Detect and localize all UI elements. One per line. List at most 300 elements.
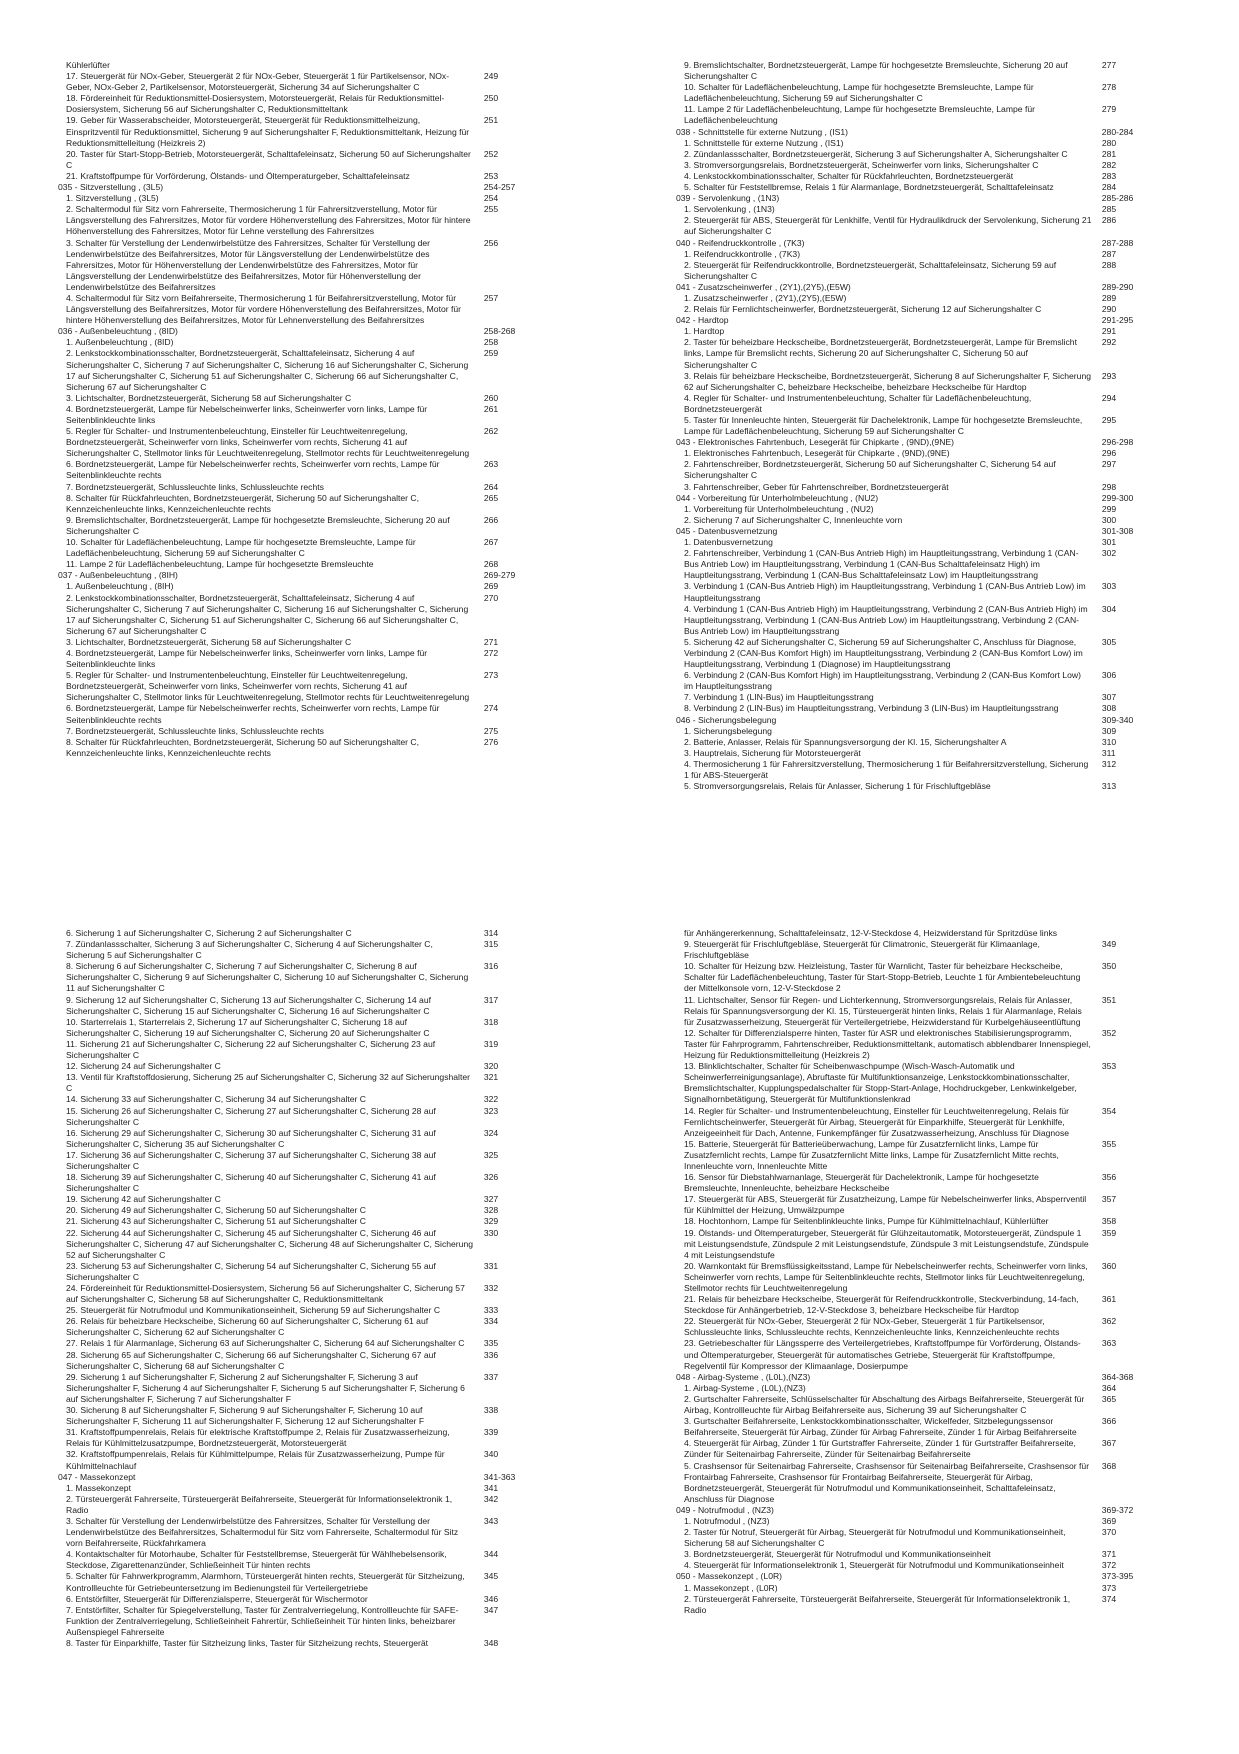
toc-entry [58,995,538,1017]
toc-entry-title: 4. Bordnetzsteuergerät, Lampe für Nebelscheinwerfer links, Scheinwerfer vorn links, Lampe für Seitenblinkleuchte links [66,403,428,425]
toc-entry [58,204,538,237]
toc-entry-title: 5. Sicherung 42 auf Sicherungshalter C, Sicherung 59 auf Sicherungshalter C, Anschluss für Diagnose, Verbindung 2 (CAN-Bus Komfort High) im Hauptleitungsstrang, Verbindung 2 (CAN-Bus Komfort Low) im Hauptleitungsstrang, Verbindung 1 (Diagnose) im Hauptleitungsstrang [684,636,1083,670]
toc-page-number: 317 [483,994,499,1005]
toc-entry [676,515,1156,526]
toc-column-bottom-right [676,928,1156,1686]
toc-entry [676,459,1156,481]
toc-section-heading [676,1571,1156,1582]
toc-entry [676,1316,1156,1338]
toc-page-number: 294 [1101,392,1117,403]
toc-page-number: 335 [483,1338,499,1349]
toc-section-heading [676,1372,1156,1383]
toc-entry [58,482,538,493]
toc-section-heading [676,127,1156,138]
toc-entry [58,404,538,426]
toc-entry-title: 15. Batterie, Steuergerät für Batterieüberwachung, Lampe für Zusatzfernlicht links, Lampe für Zusatzfernlicht rechts, Lampe für Zusatzfernlicht Mitte links, Lampe für Zusatzfernlicht Mitte rechts, Innenleuchte vorn, Innenleuchte Mitte [684,1138,1059,1171]
toc-page-number: 290 [1101,304,1117,315]
toc-entry-title: 3. Hauptrelais, Sicherung für Motorsteuergerät [684,747,861,758]
toc-entry [58,737,538,759]
toc-section-heading [676,282,1156,293]
toc-entry [676,1294,1156,1316]
toc-entry-title: 5. Schalter für Fahrwerkprogramm, Alarmhorn, Türsteuergerät hinten rechts, Steuergerät für Sitzheizung, Kontrollleuchte für Getriebeuntersetzung im Bedienungsteil für Verteilergetriebe [66,1571,465,1593]
toc-page-number: 266 [483,514,499,525]
toc-page-number: 299-300 [1101,492,1134,503]
toc-page-number: 276 [483,736,499,747]
toc-page-number: 314 [483,928,499,938]
toc-entry-title: 1. Schnittstelle für externe Nutzung , (IS1) [684,137,844,148]
toc-entry [58,1017,538,1039]
toc-page-number: 267 [483,537,499,548]
toc-entry-title: 14. Sicherung 33 auf Sicherungshalter C, Sicherung 34 auf Sicherungshalter C [66,1094,367,1105]
toc-entry-title: 047 - Massekonzept [58,1471,136,1482]
toc-entry [58,1594,538,1605]
toc-entry-title: 6. Entstörfilter, Steuergerät für Differenzialsperre, Steuergerät für Wischermotor [66,1593,368,1604]
toc-page-number: 316 [483,961,499,972]
toc-entry [58,559,538,570]
toc-entry [58,1549,538,1571]
toc-page-number: 347 [483,1604,499,1615]
toc-page-number: 366 [1101,1416,1117,1427]
toc-entry-title: 15. Sicherung 26 auf Sicherungshalter C, Sicherung 27 auf Sicherungshalter C, Sicherung 28 auf Sicherungshalter C [66,1105,436,1127]
toc-entry [676,1172,1156,1194]
toc-entry [58,1516,538,1549]
toc-entry-title: 1. Massekonzept , (L0R) [684,1582,778,1593]
toc-entry [58,493,538,515]
toc-page-number: 252 [483,148,499,159]
toc-entry [676,737,1156,748]
toc-entry-title: 048 - Airbag-Systeme , (L0L),(NZ3) [676,1371,811,1382]
toc-page-number: 320 [483,1061,499,1072]
toc-entry [676,1549,1156,1560]
toc-page-number: 344 [483,1549,499,1560]
toc-entry [676,604,1156,637]
toc-entry-title: 5. Taster für Innenleuchte hinten, Steuergerät für Dachelektronik, Lampe für hochgesetzte Bremsleuchte, Lampe für Ladeflächenbeleuchtung, Sicherung 59 auf Sicherungshalter C [684,415,1083,437]
toc-entry [676,1583,1156,1594]
toc-page-number: 260 [483,392,499,403]
toc-column-bottom-left [58,928,538,1686]
toc-page-number: 284 [1101,182,1117,193]
toc-entry-title: 2. Lenkstockkombinationsschalter, Bordnetzsteuergerät, Schalttafeleinsatz, Sicherung 4 auf Sicherungshalter C, Sicherung 7 auf Sicherungshalter C, Sicherung 16 auf Sicherungshalter C, Sicherung 17 auf Sicherungshalter C, Sicherung 51 auf Sicherungshalter C, Sicherung 66 auf Sicherungshalter C, Sicherung 67 auf Sicherungshalter C [66,592,469,636]
toc-entry [676,215,1156,237]
toc-page-number: 361 [1101,1294,1117,1305]
toc-page-number: 253 [483,170,499,181]
toc-entry-title: 20. Warnkontakt für Bremsflüssigkeitsstand, Lampe für Nebelscheinwerfer rechts, Scheinwerfer vorn links, Scheinwerfer vorn rechts, Lampe für Seitenblinkleuchte rechts, Stellmotor links für Leuchtweitenregelung, Stellmotor rechts für Leuchtweitenregelung [684,1260,1088,1293]
toc-section-heading [58,570,538,581]
toc-entry-title: 2. Sicherung 7 auf Sicherungshalter C, Innenleuchte vorn [684,514,903,525]
toc-entry-title: 045 - Datenbusvernetzung [676,525,778,536]
toc-entry-title: 2. Schaltermodul für Sitz vorn Fahrerseite, Thermosicherung 1 für Fahrersitzverstellung, Motor für Längsverstellung des Fahrersitzes, Motor für vordere Höhenverstellung des Fahrersitzes, Motor für hintere Höhenverstellung des Fahrersitzes, Motor für Lehne verstellung des Fahrersitzes [66,204,471,237]
toc-page-number: 275 [483,725,499,736]
toc-page-number: 327 [483,1194,499,1205]
toc-page-number: 304 [1101,603,1117,614]
toc-entry-title: 24. Fördereinheit für Reduktionsmittel-Dosiersystem, Sicherung 56 auf Sicherungshalter C, Sicherung 57 auf Sicherungshalter C, Sicherung 58 auf Sicherungshalter C, Reduktionsmitteltank [66,1283,465,1305]
toc-page-number: 338 [483,1405,499,1416]
toc-page-number: 281 [1101,148,1117,159]
toc-entry-title: 5. Regler für Schalter- und Instrumentenbeleuchtung, Einsteller für Leuchtweitenregelung, Bordnetzsteuergerät, Scheinwerfer vorn links, Scheinwerfer vorn rechts, Sicherung 41 auf Sicherungshalter C, Stellmotor links für Leuchtweitenregelung, Stellmotor rechts für Leuchtweitenregelung [66,426,470,459]
toc-entry [58,1106,538,1128]
toc-entry-title: 22. Steuergerät für NOx-Geber, Steuergerät 2 für NOx-Geber, Steuergerät 1 für Partikelsensor, Schlussleuchte links, Schlussleuchte rechts, Kennzeichenleuchte links, Kennzeichenleuchte rechts [684,1316,1060,1338]
toc-page-number: 277 [1101,60,1117,70]
toc-entry [676,1416,1156,1438]
toc-entry [58,648,538,670]
toc-entry [676,670,1156,692]
toc-section-heading [58,326,538,337]
toc-page-number: 353 [1101,1061,1117,1072]
toc-page-number: 272 [483,647,499,658]
toc-page-number: 263 [483,459,499,470]
toc-page-number: 255 [483,204,499,215]
toc-entry [58,515,538,537]
toc-entry [58,961,538,994]
toc-entry [676,1261,1156,1294]
toc-page-number: 364-368 [1101,1371,1134,1382]
toc-page-number: 359 [1101,1227,1117,1238]
toc-page-number: 259 [483,348,499,359]
toc-entry [676,1228,1156,1261]
toc-entry-title: 18. Fördereinheit für Reduktionsmittel-Dosiersystem, Motorsteuergerät, Relais für Reduktionsmittel-Dosiersystem, Sicherung 56 auf Sicherungshalter C, Reduktionsmitteltank [66,93,445,115]
toc-entry-title: 038 - Schnittstelle für externe Nutzung , (IS1) [676,126,848,137]
toc-entry [58,1427,538,1449]
toc-entry [58,1194,538,1205]
toc-page-number: 364 [1101,1382,1117,1393]
toc-entry-title: 2. Taster für Notruf, Steuergerät für Airbag, Steuergerät für Notrufmodul und Kommunikationseinheit, Sicherung 58 auf Sicherungshalter C [684,1527,1066,1549]
toc-page-number: 287 [1101,248,1117,259]
toc-entry [676,160,1156,171]
toc-entry [58,1283,538,1305]
toc-entry-title: 3. Fahrtenschreiber, Geber für Fahrtenschreiber, Bordnetzsteuergerät [684,481,949,492]
toc-entry [58,1638,538,1649]
toc-entry-title: 21. Relais für beheizbare Heckscheibe, Steuergerät für Reifendruckkontrolle, Steckverbindung, 14-fach, Steckdose für Anhängerbetrieb, 12-V-Steckdose 3, beheizbare Heckscheibe für Hardtop [684,1294,1079,1316]
toc-entry [58,1072,538,1094]
toc-entry-title: 17. Sicherung 36 auf Sicherungshalter C, Sicherung 37 auf Sicherungshalter C, Sicherung 38 auf Sicherungshalter C [66,1149,436,1171]
toc-entry-title: 8. Schalter für Rückfahrleuchten, Bordnetzsteuergerät, Sicherung 50 auf Sicherungshalter C, Kennzeichenleuchte links, Kennzeichenleuchte rechts [66,492,420,514]
toc-entry-title: 049 - Notrufmodul , (NZ3) [676,1504,774,1515]
toc-entry-title: 1. Datenbusvernetzung [684,537,773,548]
toc-entry [58,670,538,703]
toc-entry [676,60,1156,82]
toc-page-number: 315 [483,939,499,950]
toc-page-number: 285 [1101,204,1117,215]
toc-page-number: 373-395 [1101,1571,1134,1582]
toc-page-number: 301 [1101,537,1117,548]
toc-entry-title: 1. Hardtop [684,326,725,337]
toc-entry-title: 6. Bordnetzsteuergerät, Lampe für Nebelscheinwerfer rechts, Scheinwerfer vorn rechts, Lampe für Seitenblinkleuchte rechts [66,459,440,481]
toc-entry-title: 2. Relais für Fernlichtscheinwerfer, Bordnetzsteuergerät, Sicherung 12 auf Sicherungshalter C [684,304,1042,315]
toc-page-number: 302 [1101,548,1117,559]
toc-entry-title: 6. Sicherung 1 auf Sicherungshalter C, Sicherung 2 auf Sicherungshalter C [66,928,352,938]
toc-page-number: 306 [1101,670,1117,681]
toc-page-number: 297 [1101,459,1117,470]
toc-page-number: 258-268 [483,326,516,337]
toc-entry-title: Kühlerlüfter [66,60,110,70]
toc-entry-title: 2. Fahrtenschreiber, Bordnetzsteuergerät, Sicherung 50 auf Sicherungshalter C, Sicherung 54 auf Sicherungshalter C [684,459,1056,481]
toc-entry-title: 31. Kraftstoffpumpenrelais, Relais für elektrische Kraftstoffpumpe 2, Relais für Zusatzwasserheizung, Relais für Kühlmittelzusatzpumpe, Bordnetzsteuergerät, Motorsteuergerät [66,1427,450,1449]
toc-entry-title: 20. Sicherung 49 auf Sicherungshalter C, Sicherung 50 auf Sicherungshalter C [66,1205,367,1216]
toc-page-number: 330 [483,1227,499,1238]
toc-entry [58,293,538,326]
toc-page-number: 369-372 [1101,1504,1134,1515]
toc-entry [676,448,1156,459]
toc-entry-title: 32. Kraftstoffpumpenrelais, Relais für Kühlmittelpumpe, Relais für Zusatzwasserheizung, Pumpe für Kühlmittelnachlauf [66,1449,445,1471]
toc-entry [58,60,538,71]
toc-entry [58,581,538,592]
toc-entry-title: 8. Verbindung 2 (LIN-Bus) im Hauptleitungsstrang, Verbindung 3 (LIN-Bus) im Hauptleitungsstrang [684,703,1059,714]
toc-entry-title: 039 - Servolenkung , (1N3) [676,193,780,204]
toc-entry-title: 4. Verbindung 1 (CAN-Bus Antrieb High) im Hauptleitungsstrang, Verbindung 2 (CAN-Bus Antrieb High) im Hauptleitungsstrang, Verbindung 1 (CAN-Bus Antrieb Low) im Hauptleitungsstrang, Verbindung 2 (CAN-Bus Antrieb Low) im Hauptleitungsstrang [684,603,1088,636]
toc-entry-title: 1. Massekonzept [66,1482,131,1493]
toc-entry [58,459,538,481]
toc-entry-title: 21. Sicherung 43 auf Sicherungshalter C, Sicherung 51 auf Sicherungshalter C [66,1216,367,1227]
toc-section-heading [58,1472,538,1483]
toc-entry [58,1483,538,1494]
toc-entry [58,1061,538,1072]
toc-entry-title: 2. Taster für beheizbare Heckscheibe, Bordnetzsteuergerät, Bordnetzsteuergerät, Lampe für Bremslicht links, Lampe für Bremslicht rechts, Sicherung 20 auf Sicherungshalter C, Sicherung 50 auf Sicherungshalter C [684,337,1077,370]
toc-page-number: 328 [483,1205,499,1216]
toc-entry [58,1350,538,1372]
toc-entry [676,1338,1156,1371]
toc-entry-title: 2. Steuergerät für Reifendruckkontrolle, Bordnetzsteuergerät, Schalttafeleinsatz, Sicherung 59 auf Sicherungshalter C [684,259,1057,281]
toc-entry-title: 11. Lichtschalter, Sensor für Regen- und Lichterkennung, Stromversorgungsrelais, Relais für Anlasser, Relais für Spannungsversorgung der Kl. 15, Türsteuergerät hinten links, Relais 1 für Alarmanlage, Relais für Zusatzwasserheizung, Steuergerät für Verteilergetriebe, Heizwiderstand für Kurbelgehäuseentlüftung [684,994,1082,1027]
toc-entry [676,692,1156,703]
toc-entry [58,1216,538,1227]
toc-entry [676,293,1156,304]
toc-entry-title: 4. Kontaktschalter für Motorhaube, Schalter für Feststellbremse, Steuergerät für Wählhebelsensorik, Steckdose, Zigarettenanzünder, Schließeinheit Tür hinten rechts [66,1549,447,1571]
toc-entry-title: 21. Kraftstoffpumpe für Vorförderung, Ölstands- und Öltemperaturgeber, Schalttafeleinsatz [66,170,410,181]
toc-entry-title: 9. Bremslichtschalter, Bordnetzsteuergerät, Lampe für hochgesetzte Bremsleuchte, Sicherung 20 auf Sicherungshalter C [66,514,450,536]
toc-entry-title: 5. Schalter für Feststellbremse, Relais 1 für Alarmanlage, Bordnetzsteuergerät, Schalttafeleinsatz [684,182,1054,193]
toc-entry-title: 3. Relais für beheizbare Heckscheibe, Bordnetzsteuergerät, Sicherung 8 auf Sicherungshalter F, Sicherung 62 auf Sicherungshalter C, beheizbare Heckscheibe, beheizbare Heckscheibe für Hardtop [684,370,1092,392]
toc-page-number: 325 [483,1149,499,1160]
toc-page-number: 291-295 [1101,315,1134,326]
toc-page-number: 324 [483,1127,499,1138]
toc-page-number: 254 [483,193,499,204]
toc-page-number: 249 [483,71,499,82]
toc-entry [58,1172,538,1194]
toc-entry [58,1205,538,1216]
toc-page-number: 362 [1101,1316,1117,1327]
toc-entry-title: 14. Regler für Schalter- und Instrumentenbeleuchtung, Einsteller für Leuchtweitenregelung, Relais für Fernlichtscheinwerfer, Steuergerät für Airbag, Steuergerät für Einparkhilfe, Steuergerät für Lenkhilfe, Anzeigeeinheit für Dach, Antenne, Funkempfänger für Zusatzwasserheizung, Anschluss für Diagnose [684,1105,1070,1138]
toc-entry-title: 10. Schalter für Ladeflächenbeleuchtung, Lampe für hochgesetzte Bremsleuchte, Lampe für Ladeflächenbeleuchtung, Sicherung 59 auf Sicherungshalter C [684,82,1034,104]
toc-entry [58,1128,538,1150]
toc-page-number: 358 [1101,1216,1117,1227]
toc-entry [676,1527,1156,1549]
toc-entry-title: 10. Schalter für Ladeflächenbeleuchtung, Lampe für hochgesetzte Bremsleuchte, Lampe für Ladeflächenbeleuchtung, Sicherung 59 auf Sicherungshalter C [66,537,416,559]
toc-entry [676,260,1156,282]
toc-page-number: 326 [483,1172,499,1183]
toc-page-number: 264 [483,481,499,492]
toc-page-number: 333 [483,1305,499,1316]
toc-page-number: 372 [1101,1560,1117,1571]
toc-entry [676,939,1156,961]
toc-entry [676,748,1156,759]
toc-entry-title: 3. Bordnetzsteuergerät, Steuergerät für Notrufmodul und Kommunikationseinheit [684,1549,991,1560]
toc-page-number: 261 [483,403,499,414]
toc-entry-title: 18. Hochtonhorn, Lampe für Seitenblinkleuchte links, Pumpe für Kühlmittelnachlauf, Kühlerlüfter [684,1216,1049,1227]
toc-entry [676,326,1156,337]
toc-section-heading [676,315,1156,326]
toc-entry [676,204,1156,215]
toc-section-heading [676,493,1156,504]
toc-entry [676,1594,1156,1616]
toc-entry [676,1461,1156,1505]
toc-entry [58,1261,538,1283]
toc-page-number: 351 [1101,994,1117,1005]
toc-entry [676,1061,1156,1105]
toc-entry [676,138,1156,149]
toc-entry-title: 2. Fahrtenschreiber, Verbindung 1 (CAN-Bus Antrieb High) im Hauptleitungsstrang, Verbindung 1 (CAN-Bus Antrieb Low) im Hauptleitungsstrang, Verbindung 1 (CAN-Bus Schalttafeleinsatz High) im Hauptleitungsstrang, Verbindung 1 (CAN-Bus Schalttafeleinsatz Low) im Hauptleitungsstrang [684,548,1079,581]
toc-entry-title: 1. Außenbeleuchtung , (8ID) [66,337,174,348]
toc-page-number: 322 [483,1094,499,1105]
toc-entry [676,1516,1156,1527]
toc-entry-title: 1. Zusatzscheinwerfer , (2Y1),(2Y5),(E5W) [684,292,847,303]
toc-entry [676,1560,1156,1571]
toc-entry [676,726,1156,737]
toc-entry-title: 4. Bordnetzsteuergerät, Lampe für Nebelscheinwerfer links, Scheinwerfer vorn links, Lampe für Seitenblinkleuchte links [66,647,428,670]
toc-page-number: 296-298 [1101,437,1134,448]
toc-entry [676,182,1156,193]
toc-page-number: 258 [483,337,499,348]
toc-page-number: 342 [483,1493,499,1504]
toc-entry-title: 5. Crashsensor für Seitenairbag Fahrerseite, Crashsensor für Seitenairbag Beifahrerseite, Crashsensor für Frontairbag Fahrerseite, Crashsensor für Frontairbag Beifahrerseite, Steuergerät für Airbag, Bordnetzsteuergerät, Steuergerät für Notrufmodul und Kommunikationseinheit, Schalttafeleinsatz, Anschluss für Diagnose [684,1460,1090,1504]
toc-page-number: 292 [1101,337,1117,348]
toc-page-number: 331 [483,1260,499,1271]
toc-entry-title: 046 - Sicherungsbelegung [676,714,777,725]
toc-entry-title: 1. Vorbereitung für Unterholmbeleuchtung , (NU2) [684,503,874,514]
toc-entry [58,426,538,459]
toc-entry [676,995,1156,1028]
toc-page-number: 365 [1101,1393,1117,1404]
toc-page-number: 373 [1101,1582,1117,1593]
toc-page-number: 251 [483,115,499,126]
toc-entry-title: 3. Lichtschalter, Bordnetzsteuergerät, Sicherung 58 auf Sicherungshalter C [66,392,352,403]
toc-page-number: 299 [1101,503,1117,514]
toc-entry-title: 29. Sicherung 1 auf Sicherungshalter F, Sicherung 2 auf Sicherungshalter F, Sicherung 3 auf Sicherungshalter F, Sicherung 4 auf Sicherungshalter F, Sicherung 5 auf Sicherungshalter F, Sicherung 6 auf Sicherungshalter F, Sicherung 7 auf Sicherungshalter F [66,1371,465,1404]
toc-entry [58,1228,538,1261]
toc-entry [58,1094,538,1105]
toc-page-number: 282 [1101,159,1117,170]
toc-entry [58,593,538,637]
toc-page-number: 279 [1101,104,1117,115]
toc-entry-title: 4. Schaltermodul für Sitz vorn Beifahrerseite, Thermosicherung 1 für Beifahrersitzverstellung, Motor für Längsverstellung des Beifahrersitzes, Motor für vordere Höhenverstellung des Beifahrersitzes, Motor für hintere Höhenverstellung des Beifahrersitzes, Motor für Lehnenverstellung des Beifahrersitzes [66,292,462,326]
toc-page-number: 355 [1101,1138,1117,1149]
toc-entry-title: 042 - Hardtop [676,315,729,326]
toc-entry-title: 11. Lampe 2 für Ladeflächenbeleuchtung, Lampe für hochgesetzte Bremsleuchte, Lampe für Ladeflächenbeleuchtung [684,104,1035,126]
toc-entry-title: 27. Relais 1 für Alarmanlage, Sicherung 63 auf Sicherungshalter C, Sicherung 64 auf Sicherungshalter C [66,1338,465,1349]
toc-page-number: 371 [1101,1549,1117,1560]
toc-entry [676,104,1156,126]
toc-page-number: 295 [1101,415,1117,425]
toc-entry [676,581,1156,603]
toc-entry-title: 5. Regler für Schalter- und Instrumentenbeleuchtung, Einsteller für Leuchtweitenregelung, Bordnetzsteuergerät, Scheinwerfer vorn links, Scheinwerfer vorn rechts, Sicherung 41 auf Sicherungshalter C, Stellmotor links für Leuchtweitenregelung, Stellmotor rechts für Leuchtweitenregelung [66,670,470,703]
toc-entry-title: 7. Entstörfilter, Schalter für Spiegelverstellung, Taster für Zentralverriegelung, Kontrollleuchte für SAFE-Funktion der Zentralverriegelung, Schließeinheit Fahrertür, Schließeinheit Tür hinten links, beheizbarer Außenspiegel Fahrerseite [66,1604,459,1637]
toc-entry-title: 2. Türsteuergerät Fahrerseite, Türsteuergerät Beifahrerseite, Steuergerät für Informationselektronik 1, Radio [66,1493,453,1515]
toc-entry-title: 20. Taster für Start-Stopp-Betrieb, Motorsteuergerät, Schalttafeleinsatz, Sicherung 50 auf Sicherungshalter C [66,148,471,170]
toc-page-number: 321 [483,1072,499,1083]
toc-page-number: 305 [1101,636,1117,647]
toc-page-number: 273 [483,670,499,681]
toc-entry [58,193,538,204]
toc-page-number: 356 [1101,1172,1117,1183]
toc-page-number: 287-288 [1101,237,1134,248]
toc-entry [676,393,1156,415]
toc-entry-title: 2. Lenkstockkombinationsschalter, Bordnetzsteuergerät, Schalttafeleinsatz, Sicherung 4 auf Sicherungshalter C, Sicherung 7 auf Sicherungshalter C, Sicherung 16 auf Sicherungshalter C, Sicherung 17 auf Sicherungshalter C, Sicherung 51 auf Sicherungshalter C, Sicherung 66 auf Sicherungshalter C, Sicherung 67 auf Sicherungshalter C [66,348,469,392]
toc-entry-title: 1. Reifendruckkontrolle , (7K3) [684,248,801,259]
toc-entry [676,249,1156,260]
toc-entry [676,371,1156,393]
toc-entry-title: 10. Schalter für Heizung bzw. Heizleistung, Taster für Warnlicht, Taster für beheizbare Heckscheibe, Schalter für Ladeflächenbeleuchtung, Taster für Start-Stopp-Betrieb, Leuchte 1 für Ambientebeleuchtung der Mittelkonsole vorn, 12-V-Steckdose 2 [684,961,1081,994]
toc-entry-title: 050 - Massekonzept , (L0R) [676,1571,783,1582]
toc-entry [58,171,538,182]
toc-page-number: 285-286 [1101,193,1134,204]
toc-page-number: 329 [483,1216,499,1227]
toc-entry [58,1150,538,1172]
toc-entry-title: 11. Lampe 2 für Ladeflächenbeleuchtung, Lampe für hochgesetzte Bremsleuchte [66,559,374,570]
toc-entry-title: 7. Bordnetzsteuergerät, Schlussleuchte links, Schlussleuchte rechts [66,481,324,492]
toc-page-number: 357 [1101,1194,1117,1205]
toc-entry-title: 037 - Außenbeleuchtung , (8IH) [58,570,178,581]
toc-page-number: 293 [1101,370,1117,381]
toc-entry-title: 18. Sicherung 39 auf Sicherungshalter C, Sicherung 40 auf Sicherungshalter C, Sicherung 41 auf Sicherungshalter C [66,1172,436,1194]
toc-entry-title: 16. Sensor für Diebstahlwarnanlage, Steuergerät für Dachelektronik, Lampe für hochgesetzte Bremsleuchte, Innenleuchte, beheizbare Heckscheibe [684,1172,1039,1194]
toc-entry-title: 8. Schalter für Rückfahrleuchten, Bordnetzsteuergerät, Sicherung 50 auf Sicherungshalter C, Kennzeichenleuchte links, Kennzeichenleuchte rechts [66,736,420,758]
toc-page-number: 289 [1101,292,1117,303]
toc-entry-title: 1. Außenbeleuchtung , (8IH) [66,581,174,592]
toc-entry [676,759,1156,781]
toc-page-number: 318 [483,1016,499,1027]
toc-entry [676,149,1156,160]
toc-page-number: 307 [1101,692,1117,703]
toc-page-number: 341-363 [483,1471,516,1482]
toc-page-number: 319 [483,1038,499,1049]
toc-entry [58,1039,538,1061]
toc-page-number: 369 [1101,1515,1117,1526]
toc-page-number: 308 [1101,703,1117,714]
toc-entry-title: 17. Steuergerät für NOx-Geber, Steuergerät 2 für NOx-Geber, Steuergerät 1 für Partikelsensor, NOx-Geber, NOx-Geber 2, Partikelsensor, Motorsteuergerät, Sicherung 34 auf Sicherungshalter C [66,71,450,93]
toc-section-heading [676,193,1156,204]
toc-entry-title: 16. Sicherung 29 auf Sicherungshalter C, Sicherung 30 auf Sicherungshalter C, Sicherung 31 auf Sicherungshalter C, Sicherung 35 auf Sicherungshalter C [66,1127,436,1149]
toc-page-number: 280-284 [1101,126,1134,137]
toc-entry-title: 4. Regler für Schalter- und Instrumentenbeleuchtung, Schalter für Ladeflächenbeleuchtung, Bordnetzsteuergerät [684,392,1032,414]
toc-entry [58,1494,538,1516]
toc-entry [58,71,538,93]
toc-entry-title: 1. Sicherungsbelegung [684,725,772,736]
toc-page-number: 310 [1101,736,1117,747]
toc-entry-title: 035 - Sitzverstellung , (3L5) [58,182,164,193]
toc-entry [676,1394,1156,1416]
toc-entry-title: 11. Sicherung 21 auf Sicherungshalter C, Sicherung 22 auf Sicherungshalter C, Sicherung 23 auf Sicherungshalter C [66,1038,436,1061]
toc-page-number: 370 [1101,1527,1117,1538]
toc-entry [58,393,538,404]
toc-section-heading [676,1505,1156,1516]
toc-page-number: 257 [483,292,499,303]
toc-page-number: 313 [1101,781,1117,792]
toc-page-number: 343 [483,1515,499,1526]
toc-entry-title: 3. Gurtschalter Beifahrerseite, Lenkstockkombinationsschalter, Wickelfeder, Sitzbelegungssensor Beifahrerseite, Steuergerät für Airbag, Zünder für Airbag Fahrerseite, Zünder 1 für Airbag Beifahrerseite [684,1416,1077,1438]
toc-entry [58,1605,538,1638]
toc-entry [676,1438,1156,1460]
toc-page-number: 345 [483,1571,499,1582]
toc-entry [58,1449,538,1471]
toc-entry-title: 036 - Außenbeleuchtung , (8ID) [58,326,178,337]
toc-page-number: 254-257 [483,182,516,193]
toc-entry [58,149,538,171]
toc-entry-title: 2. Steuergerät für ABS, Steuergerät für Lenkhilfe, Ventil für Hydraulikdruck der Servolenkung, Sicherung 21 auf Sicherungshalter C [684,215,1092,237]
toc-entry [676,1106,1156,1139]
toc-entry-title: 28. Sicherung 65 auf Sicherungshalter C, Sicherung 66 auf Sicherungshalter C, Sicherung 67 auf Sicherungshalter C, Sicherung 68 auf Sicherungshalter C [66,1349,436,1371]
toc-entry-title: 3. Lichtschalter, Bordnetzsteuergerät, Sicherung 58 auf Sicherungshalter C [66,636,352,647]
toc-page-number: 354 [1101,1105,1117,1116]
toc-section-heading [676,526,1156,537]
